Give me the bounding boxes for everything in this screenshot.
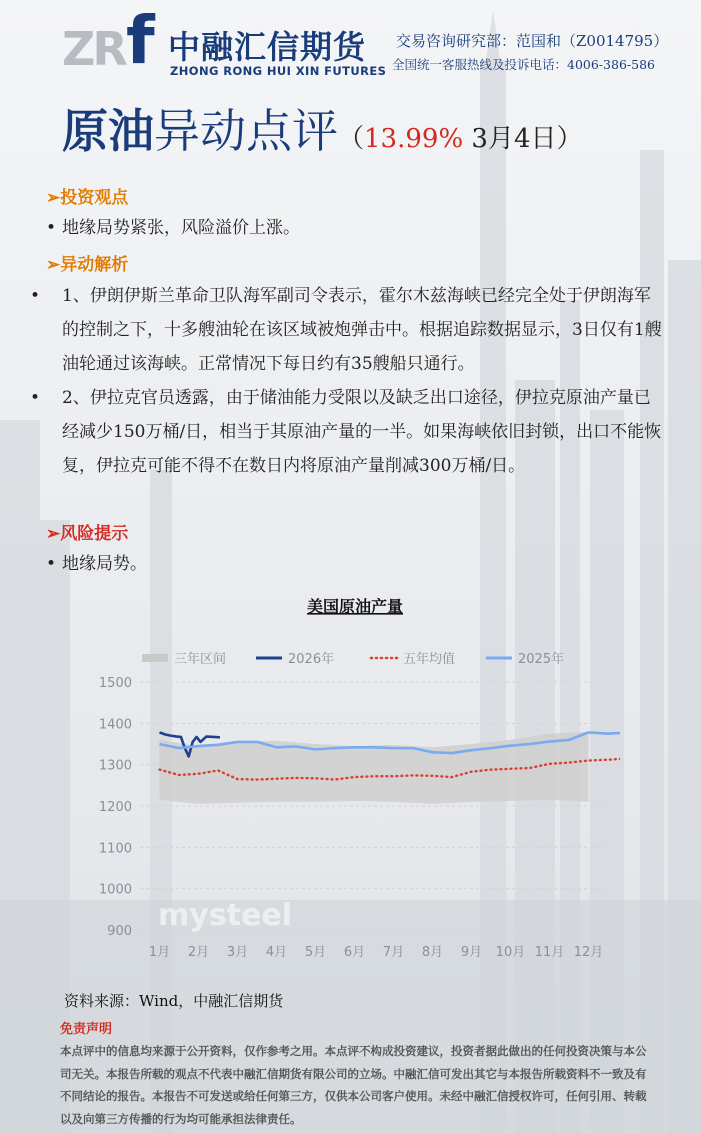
y-tick-label: 1500 — [98, 676, 132, 691]
bullet: • — [30, 388, 41, 408]
x-tick-label: 4月 — [265, 945, 288, 960]
disclaimer-text: 本点评中的信息均来源于公开资料，仅作参考之用。本点评不构成投资建议，投资者据此做出的任何投资决策与本公司无关。本报告所载的观点不代表中融汇信期货有限公司的立场。中融汇信可发出其它与本报告所载资料不一致及有不同结论的报告。本报告不可发送或给任何第三方，仅供本公司客户使用。未经中融汇信授权许可，任何引用、转载以及向第三方传播的行为均可能承担法律责任。 — [60, 1044, 647, 1126]
logo-mark-zr: ZR — [62, 22, 125, 76]
company-name-cn: 中融汇信期货 — [168, 28, 367, 66]
x-tick-label: 9月 — [460, 945, 483, 960]
view-heading: ➢投资观点 — [46, 188, 129, 208]
chart-canvas — [90, 590, 620, 980]
legend-label: 五年均值 — [403, 652, 456, 667]
view-paragraph — [46, 211, 666, 245]
x-tick-label: 10月 — [495, 945, 526, 960]
analysis-text-1: 1、伊朗伊斯兰革命卫队海军副司令表示，霍尔木兹海峡已经完全处于伊朗海军的控制之下，十多艘油轮在该区域被炮弹击中。根据追踪数据显示，3日仅有1艘油轮通过该海峡。正常情况下每日约有35艘船只通行。 — [62, 286, 662, 374]
legend-label: 2026年 — [288, 652, 335, 667]
x-tick-label: 6月 — [343, 945, 366, 960]
x-tick-label: 5月 — [304, 945, 327, 960]
x-tick-label: 7月 — [382, 945, 405, 960]
title-commodity: 原油 — [62, 104, 154, 158]
title-percent: 13.99% — [364, 124, 464, 154]
analyst-contact: 交易咨询研究部：范国和（Z0014795） — [396, 32, 669, 50]
y-tick-label: 1400 — [98, 717, 132, 733]
band-three-year-range — [160, 732, 589, 804]
report-header — [0, 0, 701, 90]
bullet: • — [30, 286, 41, 306]
y-tick-label: 900 — [107, 924, 132, 939]
y-tick-label: 1100 — [98, 841, 132, 857]
chart-title: 美国原油产量 — [306, 597, 404, 616]
view-text: 地缘局势紧张，风险溢价上涨。 — [62, 218, 300, 238]
x-tick-label: 3月 — [226, 945, 249, 960]
risk-paragraph — [46, 547, 666, 581]
company-name-en: ZHONG RONG HUI XIN FUTURES — [170, 64, 387, 78]
x-tick-label: 8月 — [421, 945, 444, 960]
title-date: 3月4日） — [463, 124, 583, 154]
y-tick-label: 1200 — [98, 800, 132, 815]
analysis-paragraph-2 — [30, 381, 666, 483]
us-crude-production-chart — [90, 590, 620, 980]
analysis-text-2: 2、伊拉克官员透露，由于储油能力受限以及缺乏出口途径，伊拉克原油产量已经减少150万桶/日，相当于其原油产量的一半。如果海峡依旧封锁，出口不能恢复，伊拉克可能不得不在数日内将原油产量削减300万桶/日。 — [62, 388, 662, 476]
hotline-contact: 全国统一客服热线及投诉电话：4006-386-586 — [392, 57, 655, 72]
bullet: • — [46, 218, 57, 238]
title-topic: 异动点评 — [154, 104, 338, 158]
risk-heading: ➢风险提示 — [46, 524, 129, 544]
y-tick-label: 1300 — [98, 758, 132, 774]
page-title — [62, 104, 583, 158]
x-tick-label: 12月 — [573, 945, 604, 960]
y-tick-label: 1000 — [98, 882, 132, 898]
x-tick-label: 2月 — [187, 945, 210, 960]
legend-label: 2025年 — [518, 652, 565, 667]
title-open-paren: （ — [338, 124, 365, 154]
x-tick-label: 11月 — [534, 945, 565, 960]
source-note: 资料来源：Wind，中融汇信期货 — [64, 992, 284, 1010]
disclaimer-title: 免责声明 — [60, 1022, 113, 1037]
x-tick-label: 1月 — [148, 945, 171, 960]
logo-mark-f: f — [126, 2, 155, 79]
chart-watermark: mysteel — [158, 898, 292, 933]
analysis-heading: ➢异动解析 — [46, 255, 129, 275]
bullet: • — [46, 554, 57, 574]
risk-text: 地缘局势。 — [62, 554, 147, 574]
legend-label: 三年区间 — [174, 652, 227, 667]
analysis-paragraph-1 — [30, 279, 666, 381]
